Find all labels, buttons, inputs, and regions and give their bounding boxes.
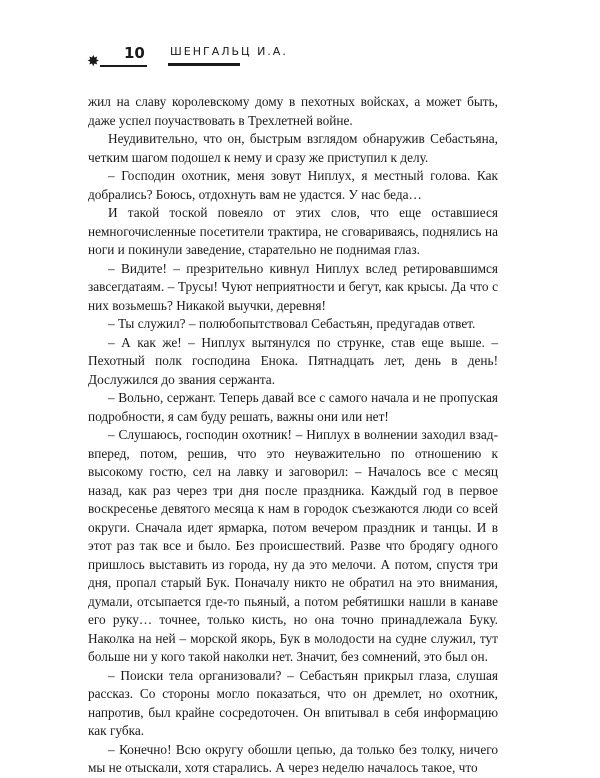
header-rule-right bbox=[168, 63, 240, 66]
header-rule-left bbox=[100, 65, 147, 67]
paragraph: – А как же! – Ниплух вытянулся по струнке, став еще выше. – Пехотный полк господина Енока. Пятнадцать лет, день в день! Дослужился до звания сержанта. bbox=[88, 334, 498, 387]
star-ornament-icon: ✸ bbox=[87, 54, 100, 70]
paragraph: – Слушаюсь, господин охотник! – Ниплух в волнении заходил взад-вперед, потом, решив, что это неуважительно по отношению к высокому гостю, сел на лавку и заговорил: – Началось все с месяц назад, как раз через три дня после праздника. Каждый год в первое воскресенье девятого месяца к нам в городок съезжаются люди со всей округи. Сначала идет ярмарка, потом вечером праздник и танцы. И в этот раз так все и было. Без происшествий. Разве что бродягу одного пришлось выставить из города, ну да это мелочи. А потом, спустя три дня, пропал старый Бук. Поначалу никто не обратил на это внимания, думали, отсыпается где-то пьяный, а потом ребятишки нашли в канаве его руку… точнее, только кисть, но она точно принадлежала Буку. Наколка на ней – морской якорь, Бук в молодости на судне служил, тут больше ни у кого такой наколки нет. Значит, без сомнений, это был он. bbox=[88, 427, 498, 664]
paragraph: – Господин охотник, меня зовут Ниплух, я местный голова. Как добрались? Боюсь, отдохнуть вам не удастся. У нас беда… bbox=[88, 168, 498, 202]
body-text bbox=[88, 93, 498, 778]
page-number: 10 bbox=[124, 44, 145, 62]
page-header bbox=[0, 0, 600, 80]
paragraph: – Видите! – презрительно кивнул Ниплух вслед ретировавшимся завсегдатаям. – Трусы! Чуют неприятности и бегут, как крысы. Да что с них возьмешь? Никакой выучки, деревня! bbox=[88, 260, 498, 313]
paragraph: Неудивительно, что он, быстрым взглядом обнаружив Себастьяна, четким шагом подошел к нему и сразу же приступил к делу. bbox=[88, 131, 498, 165]
paragraph: – Конечно! Всю округу обошли цепью, да только без толку, ничего мы не отыскали, хотя старались. А через неделю началось такое, что bbox=[88, 741, 498, 775]
paragraph: – Ты служил? – полюбопытствовал Себастьян, предугадав ответ. bbox=[108, 316, 476, 331]
running-head-author: ШЕНГАЛЬЦ И.А. bbox=[170, 45, 288, 58]
paragraph: – Вольно, сержант. Теперь давай все с самого начала и не пропуская подробности, я сам буду решать, важны они или нет! bbox=[88, 390, 498, 424]
paragraph: жил на славу королевскому дому в пехотных войсках, а может быть, даже успел поучаствовать в Трехлетней войне. bbox=[88, 94, 498, 128]
paragraph: – Поиски тела организовали? – Себастьян прикрыл глаза, слушая рассказ. Со стороны могло показаться, что он дремлет, но охотник, напротив, был крайне сосредоточен. Он впитывал в себя информацию как губка. bbox=[88, 667, 498, 738]
paragraph: И такой тоской повеяло от этих слов, что еще оставшиеся немногочисленные посетители трактира, не сговариваясь, поднялись на ноги и покинули заведение, старательно не поднимая глаз. bbox=[88, 205, 498, 257]
